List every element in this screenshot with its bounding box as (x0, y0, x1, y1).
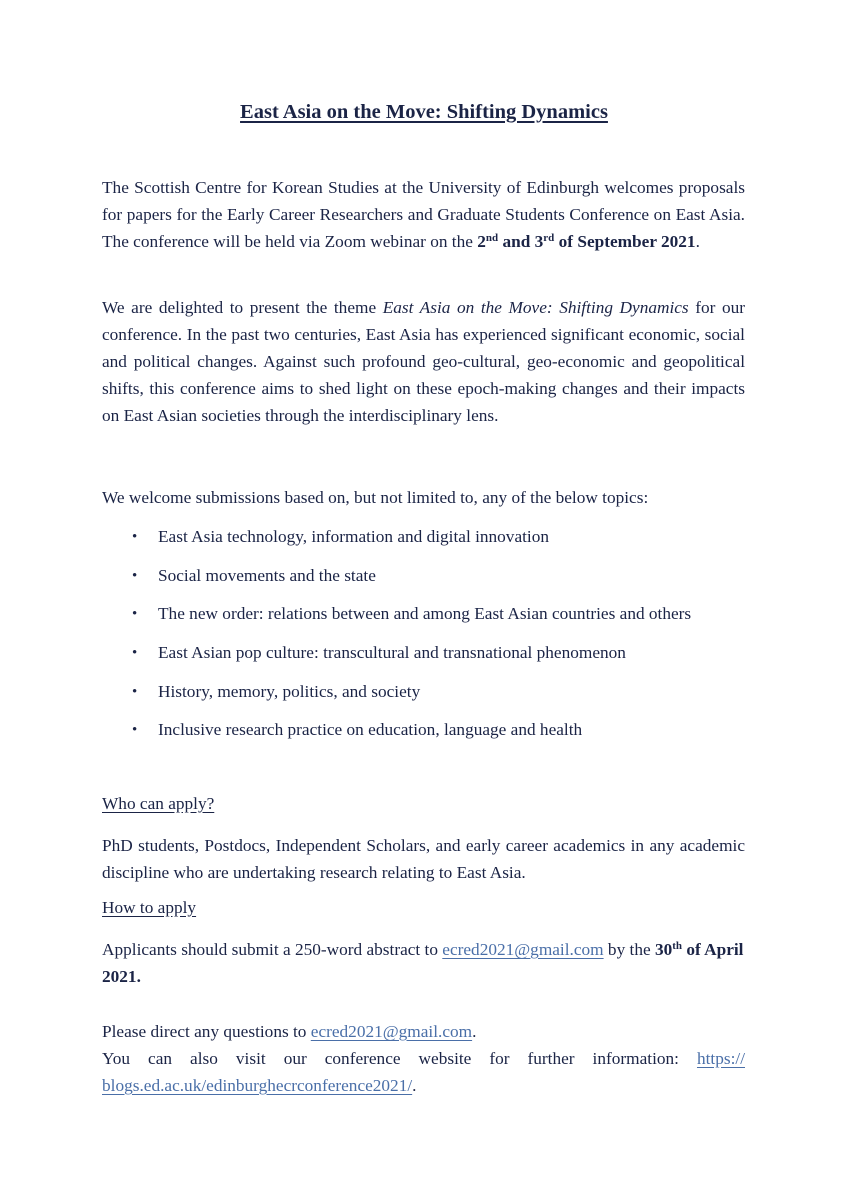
website-link-part1[interactable]: https:// (696, 1049, 745, 1068)
contact-paragraph: Please direct any questions to ecred2021@gmail.com. You can also visit our conference website for further information: https:// blogs.ed.ac.uk/edinburghecrconference2021/. (102, 1022, 745, 1095)
bullet-icon: • (132, 683, 138, 700)
website-link-part2[interactable]: blogs.ed.ac.uk/edinburghecrconference2021/ (102, 1076, 413, 1095)
bullet-icon: • (132, 645, 138, 662)
list-item: • History, memory, politics, and society (102, 673, 762, 712)
topics-list (102, 518, 762, 750)
bullet-icon: • (132, 722, 138, 739)
list-item: • Social movements and the state (102, 557, 762, 596)
conference-dates: 2nd and 3rd of September 2021 (477, 232, 696, 251)
contact-email-link[interactable]: ecred2021@gmail.com (310, 1022, 473, 1041)
list-item: • Inclusive research practice on education, language and health (102, 711, 762, 750)
bullet-icon: • (132, 567, 138, 584)
who-can-apply-heading: Who can apply? (102, 794, 215, 813)
intro-paragraph: The Scottish Centre for Korean Studies at the University of Edinburgh welcomes proposals for papers for the Early Career Researchers and Graduate Students Conference on East Asia. The conference will be held via Zoom webinar on the 2nd and 3rd of September 2021. (102, 178, 745, 251)
who-can-apply-text: PhD students, Postdocs, Independent Scholars, and early career academics in any academic discipline who are undertaking research relating to East Asia. (102, 836, 745, 882)
bullet-icon: • (132, 529, 138, 545)
topics-intro: We welcome submissions based on, but not limited to, any of the below topics: (102, 488, 649, 507)
intro-text: The Scottish Centre for Korean Studies at the University of Edinburgh welcomes proposals for papers for the Early Career Researchers and Graduate Students Conference on East Asia. The conference will be held via Zoom webinar on the (102, 178, 745, 251)
list-item: • East Asian pop culture: transcultural and transnational phenomenon (102, 634, 762, 673)
list-item: • East Asia technology, information and digital innovation (102, 518, 762, 557)
deadline: 30th of April 2021. (102, 940, 744, 986)
submission-email-link[interactable]: ecred2021@gmail.com (442, 940, 604, 959)
document-title: East Asia on the Move: Shifting Dynamics (240, 101, 608, 123)
theme-paragraph: We are delighted to present the theme East Asia on the Move: Shifting Dynamics for our conference. In the past two centuries, East Asia has experienced significant economic, social and political changes. Against such profound geo-cultural, geo-economic and geopolitical shifts, this conference aims to shed light on these epoch-making changes and their impacts on East Asian societies through the interdisciplinary lens. (102, 298, 745, 425)
bullet-icon: • (132, 606, 138, 623)
list-item: • The new order: relations between and among East Asian countries and others (102, 595, 762, 634)
how-to-apply-heading: How to apply (102, 898, 197, 917)
how-to-apply-text: Applicants should submit a 250-word abstract to ecred2021@gmail.com by the 30th of April 2021. (102, 940, 744, 986)
theme-title: East Asia on the Move: Shifting Dynamics (382, 298, 689, 317)
